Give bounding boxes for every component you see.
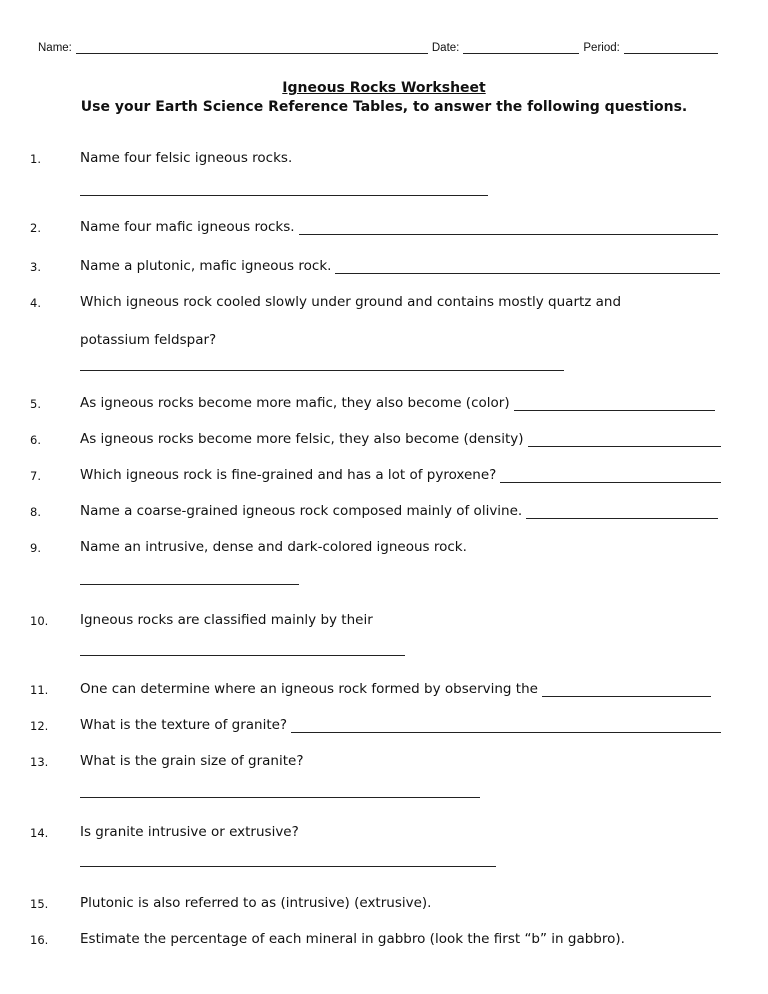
- question-text: Name four felsic igneous rocks.: [80, 150, 293, 166]
- answer-line[interactable]: [80, 584, 299, 585]
- answer-line[interactable]: [80, 866, 496, 867]
- question-text: Igneous rocks are classified mainly by their: [80, 612, 373, 628]
- question-text: Name an intrusive, dense and dark-colored igneous rock.: [80, 539, 467, 555]
- question-text-continued: potassium feldspar?: [80, 332, 217, 348]
- question-number: 12.: [30, 719, 49, 733]
- worksheet-instructions: Use your Earth Science Reference Tables, to answer the following questions.: [80, 99, 688, 115]
- answer-line[interactable]: [80, 370, 564, 371]
- question-7: [30, 467, 721, 483]
- question-text: What is the texture of granite?: [80, 717, 288, 733]
- question-text: Name a plutonic, mafic igneous rock.: [80, 258, 332, 274]
- question-number: 11.: [30, 683, 49, 697]
- question-text: As igneous rocks become more felsic, they also become (density): [80, 431, 524, 447]
- question-number: 7.: [30, 469, 41, 483]
- answer-line[interactable]: [80, 797, 480, 798]
- question-10: [30, 612, 740, 628]
- question-9: [30, 539, 740, 555]
- question-number: 15.: [30, 897, 49, 911]
- question-text: Is granite intrusive or extrusive?: [80, 824, 299, 840]
- answer-line[interactable]: [299, 220, 718, 235]
- worksheet-title: Igneous Rocks Worksheet: [282, 80, 486, 96]
- question-4: [30, 294, 740, 310]
- question-text: One can determine where an igneous rock formed by observing the: [80, 681, 538, 697]
- question-1: [30, 150, 740, 166]
- question-11: [30, 681, 711, 697]
- name-blank[interactable]: [76, 41, 428, 54]
- question-number: 3.: [30, 260, 41, 274]
- question-5: [30, 395, 715, 411]
- date-label: Date:: [431, 42, 460, 54]
- question-text: Name four mafic igneous rocks.: [80, 219, 295, 235]
- name-label: Name:: [38, 42, 72, 54]
- question-6: [30, 431, 721, 447]
- question-8: [30, 503, 718, 519]
- question-number: 2.: [30, 221, 41, 235]
- period-blank[interactable]: [624, 41, 718, 54]
- answer-line[interactable]: [80, 195, 488, 196]
- student-info-header: [38, 41, 718, 54]
- date-blank[interactable]: [463, 41, 579, 54]
- answer-line[interactable]: [500, 468, 721, 483]
- answer-line[interactable]: [528, 432, 721, 447]
- question-16: [30, 931, 740, 947]
- question-text: Which igneous rock is fine-grained and has a lot of pyroxene?: [80, 467, 497, 483]
- answer-line[interactable]: [514, 396, 715, 411]
- question-13: [30, 753, 740, 769]
- question-number: 5.: [30, 397, 41, 411]
- question-number: 6.: [30, 433, 41, 447]
- question-12: [30, 717, 721, 733]
- question-15: [30, 895, 740, 911]
- question-number: 10.: [30, 614, 49, 628]
- question-number: 16.: [30, 933, 49, 947]
- question-number: 1.: [30, 152, 41, 166]
- question-text: Plutonic is also referred to as (intrusive) (extrusive).: [80, 895, 432, 911]
- question-number: 13.: [30, 755, 49, 769]
- question-text: What is the grain size of granite?: [80, 753, 304, 769]
- answer-line[interactable]: [542, 682, 711, 697]
- question-text: Name a coarse-grained igneous rock composed mainly of olivine.: [80, 503, 523, 519]
- question-text: Which igneous rock cooled slowly under ground and contains mostly quartz and: [80, 294, 622, 310]
- question-text: As igneous rocks become more mafic, they also become (color): [80, 395, 510, 411]
- answer-line[interactable]: [335, 259, 720, 274]
- question-2: [30, 219, 718, 235]
- question-number: 14.: [30, 826, 49, 840]
- question-number: 4.: [30, 296, 41, 310]
- question-number: 9.: [30, 541, 41, 555]
- question-3: [30, 258, 720, 274]
- question-number: 8.: [30, 505, 41, 519]
- period-label: Period:: [583, 42, 620, 54]
- answer-line[interactable]: [526, 504, 718, 519]
- answer-line[interactable]: [291, 718, 721, 733]
- question-14: [30, 824, 740, 840]
- answer-line[interactable]: [80, 655, 405, 656]
- question-text: Estimate the percentage of each mineral in gabbro (look the first “b” in gabbro).: [80, 931, 625, 947]
